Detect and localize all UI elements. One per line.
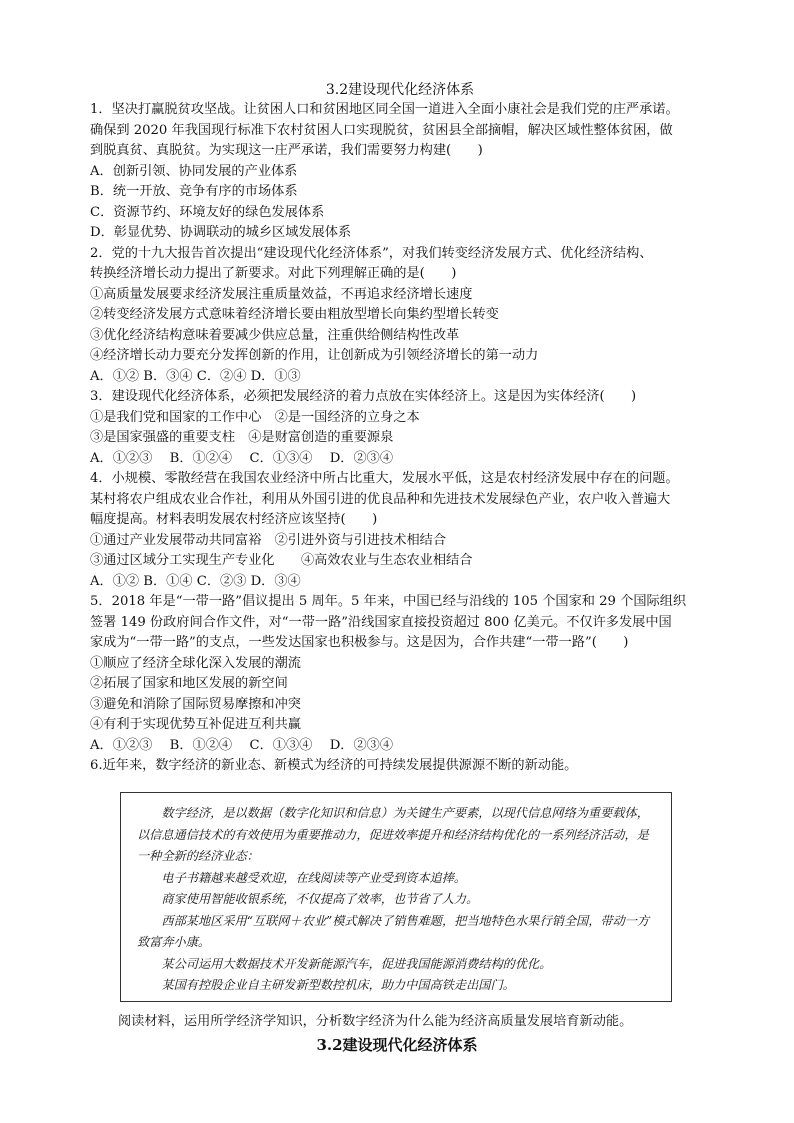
question-option: ④有利于实现优势互补促进互利共赢 (90, 717, 301, 732)
question-2 (90, 244, 710, 388)
question-option: A．①② B．③④ C．②④ D．①③ (90, 368, 301, 384)
question-option: D．彰显优势、协调联动的城乡区域发展体系 (90, 225, 352, 240)
question-6 (90, 756, 710, 777)
material-paragraph: 某国有控股企业自主研发新型数控机床，助力中国高铁走出国门。 (161, 978, 515, 992)
question-option: ④经济增长动力要充分发挥创新的作用，让创新成为引领经济增长的第一动力 (90, 348, 539, 363)
material-paragraph: 商家使用智能收银系统，不仅提高了效率，也节省了人力。 (161, 892, 479, 906)
question-option: A．①② B．①④ C．②③ D．③④ (90, 573, 301, 589)
question-prompt: 阅读材料，运用所学经济学知识，分析数字经济为什么能为经济高质量发展培育新动能。 (118, 1014, 633, 1029)
question-stem-line: 转换经济增长动力提出了新要求。对此下列理解正确的是( ) (90, 266, 457, 281)
question-stem-line: 3．建设现代化经济体系，必须把发展经济的着力点放在实体经济上。这是因为实体经济( ) (90, 389, 637, 404)
question-option: B．统一开放、竞争有序的市场体系 (90, 184, 298, 199)
question-option: ③避免和消除了国际贸易摩擦和冲突 (90, 696, 301, 712)
question-option: ③通过区域分工实现生产专业化 ④高效农业与生态农业相结合 (90, 553, 473, 568)
page-title: 3.2建设现代化经济体系 (325, 82, 475, 98)
question-option: ③优化经济结构意味着要减少供应总量，注重供给侧结构性改革 (90, 327, 460, 343)
question-option: ②拓展了国家和地区发展的新空间 (90, 676, 288, 691)
question-stem-line: 幅度提高。材料表明发展农村经济应该坚持( ) (90, 512, 378, 527)
material-paragraph: 西部某地区采用“互联网＋农业”模式解决了销售难题，把当地特色水果行销全国，带动一方致富奔小康。 (137, 913, 650, 949)
question-stem-line: 6.近年来，数字经济的新业态、新模式为经济的可持续发展提供源源不断的新动能。 (90, 758, 578, 773)
question-option: ①是我们党和国家的工作中心 ②是一国经济的立身之本 (90, 409, 420, 425)
question-stem-line: 确保到 2020 年我国现行标准下农村贫困人口实现脱贫，贫困县全部摘帽，解决区域性整体贫困，做 (90, 122, 673, 138)
question-option: A．创新引领、协同发展的产业体系 (90, 163, 298, 179)
question-stem-line: 家成为“一带一路”的支点，一些发达国家也积极参与。这是因为，合作共建“一带一路”( ) (90, 635, 629, 650)
question-stem-line: 1．坚决打赢脱贫攻坚战。让贫困人口和贫困地区同全国一道进入全面小康社会是我们党的庄严承诺。 (90, 102, 679, 117)
questions-container (90, 100, 710, 777)
question-4 (90, 469, 710, 592)
question-option: A．①②③ B．①②④ C．①③④ D．②③④ (90, 450, 394, 466)
question-3 (90, 387, 710, 469)
question-stem-line: 到脱真贫、真脱贫。为实现这一庄严承诺，我们需要努力构建( ) (90, 143, 483, 158)
material-box (120, 792, 672, 1002)
material-paragraphs (137, 803, 657, 997)
question-option: ②转变经济发展方式意味着经济增长要由粗放型增长向集约型增长转变 (90, 307, 499, 322)
question-option: ①高质量发展要求经济发展注重质量效益，不再追求经济增长速度 (90, 286, 473, 302)
question-option: ①通过产业发展带动共同富裕 ②引进外资与引进技术相结合 (90, 532, 447, 548)
question-option: C．资源节约、环境友好的绿色发展体系 (90, 204, 325, 220)
question-stem-line: 5．2018 年是“一带一路”倡议提出 5 周年。5 年来，中国已经与沿线的 105 个国家和 29 个国际组织 (90, 594, 687, 609)
repeated-title: 3.2建设现代化经济体系 (316, 1036, 478, 1054)
material-paragraph: 电子书籍越来越受欢迎，在线阅读等产业受到资本追捧。 (161, 870, 467, 885)
question-option: ③是国家强盛的重要支柱 ④是财富创造的重要源泉 (90, 430, 394, 445)
question-1 (90, 100, 710, 244)
material-paragraph: 某公司运用大数据技术开发新能源汽车，促进我国能源消费结构的优化。 (161, 956, 552, 971)
question-option: ①顺应了经济全球化深入发展的潮流 (90, 655, 301, 671)
question-5 (90, 592, 710, 756)
material-paragraph: 数字经济，是以数据（数字化知识和信息）为关键生产要素，以现代信息网络为重要载体，以信息通信技术的有效使用为重要推动力，促进效率提升和经济结构优化的一系列经济活动，是一种全新的经济业态： (137, 806, 649, 863)
question-stem-line: 4．小规模、零散经营在我国农业经济中所占比重大，发展水平低，这是农村经济发展中存在的问题。 (90, 471, 679, 486)
question-option: A．①②③ B．①②④ C．①③④ D．②③④ (90, 737, 394, 753)
question-stem-line: 签署 149 份政府间合作文件，对“一带一路”沿线国家直接投资超过 800 亿美元。不仅许多发展中国 (90, 614, 672, 630)
question-stem-line: 某村将农户组成农业合作社，利用从外国引进的优良品种和先进技术发展绿色产业，农户收入普遍大 (90, 491, 671, 507)
question-list (90, 80, 710, 777)
question-stem-line: 2．党的十九大报告首次提出“建设现代化经济体系”，对我们转变经济发展方式、优化经济结构、 (90, 245, 653, 261)
